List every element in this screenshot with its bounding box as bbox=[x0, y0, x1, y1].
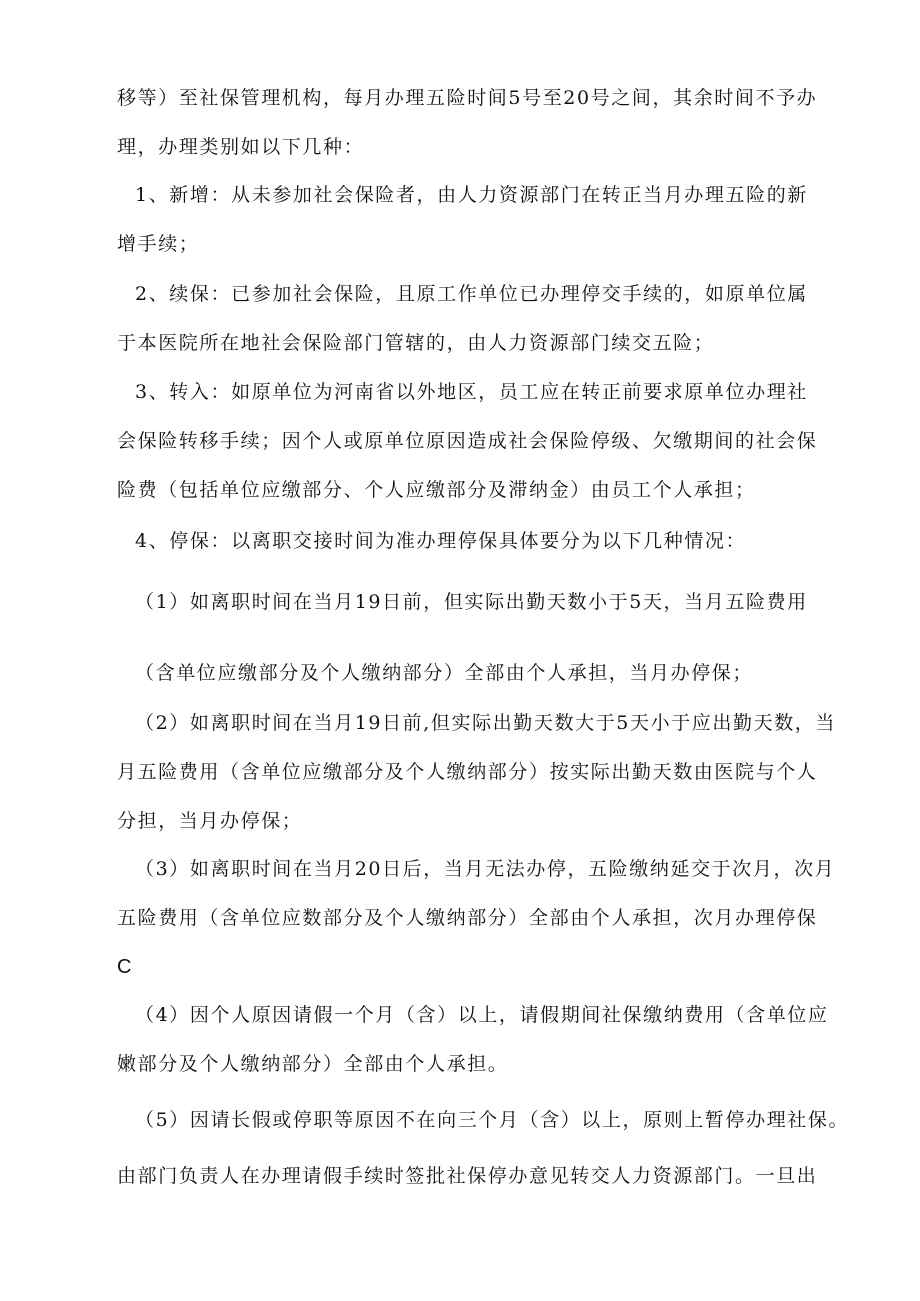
sub-item-3-line-2: 五险费用（含单位应数部分及个人缴纳部分）全部由个人承担，次月办理停保 bbox=[117, 907, 818, 929]
item-2-line-1: 2、续保：已参加社会保险，且原工作单位已办理停交手续的，如原单位属 bbox=[135, 283, 808, 305]
paragraph-line-2: 理，办理类别如以下几种： bbox=[117, 136, 365, 158]
item-2-line-2: 于本医院所在地社会保险部门管辖的，由人力资源部门续交五险； bbox=[117, 332, 715, 354]
sub-item-1-line-2: （含单位应缴部分及个人缴纳部分）全部由个人承担，当月办停保； bbox=[135, 662, 754, 684]
item-3-line-3: 险费（包括单位应缴部分、个人应缴部分及滞纳金）由员工个人承担； bbox=[117, 479, 756, 501]
item-1-line-1: 1、新增：从未参加社会保险者，由人力资源部门在转正当月办理五险的新 bbox=[135, 184, 808, 206]
item-4-heading: 4、停保：以离职交接时间为准办理停保具体要分为以下几种情况： bbox=[135, 530, 747, 552]
sub-item-3-line-3: C bbox=[117, 956, 134, 978]
paragraph-line-1: 移等）至社保管理机构，每月办理五险时间5号至20号之间，其余时间不予办 bbox=[117, 87, 818, 109]
sub-item-5-line-2: 由部门负责人在办理请假手续时签批社保停办意见转交人力资源部门。一旦出 bbox=[117, 1165, 818, 1187]
sub-item-5-line-1: （5）因请长假或停职等原因不在向三个月（含）以上，原则上暂停办理社保。 bbox=[135, 1109, 850, 1131]
sub-item-2-line-3: 分担，当月办停保； bbox=[117, 810, 303, 832]
sub-item-1-line-1: （1）如离职时间在当月19日前，但实际出勤天数小于5天，当月五险费用 bbox=[135, 591, 808, 613]
sub-item-2-line-2: 月五险费用（含单位应缴部分及个人缴纳部分）按实际出勤天数由医院与个人 bbox=[117, 761, 818, 783]
item-1-line-2: 增手续； bbox=[117, 233, 200, 255]
sub-item-4-line-1: （4）因个人原因请假一个月（含）以上，请假期间社保缴纳费用（含单位应 bbox=[135, 1004, 829, 1026]
item-3-line-2: 会保险转移手续；因个人或原单位原因造成社会保险停级、欠缴期间的社会保 bbox=[117, 430, 818, 452]
sub-item-3-line-1: （3）如离职时间在当月20日后，当月无法办停，五险缴纳延交于次月，次月 bbox=[135, 858, 836, 880]
item-3-line-1: 3、转入：如原单位为河南省以外地区，员工应在转正前要求原单位办理社 bbox=[135, 381, 808, 403]
sub-item-2-line-1: （2）如离职时间在当月19日前,但实际出勤天数大于5天小于应出勤天数，当 bbox=[135, 712, 836, 734]
sub-item-4-line-2: 嫩部分及个人缴纳部分）全部由个人承担。 bbox=[117, 1053, 509, 1075]
